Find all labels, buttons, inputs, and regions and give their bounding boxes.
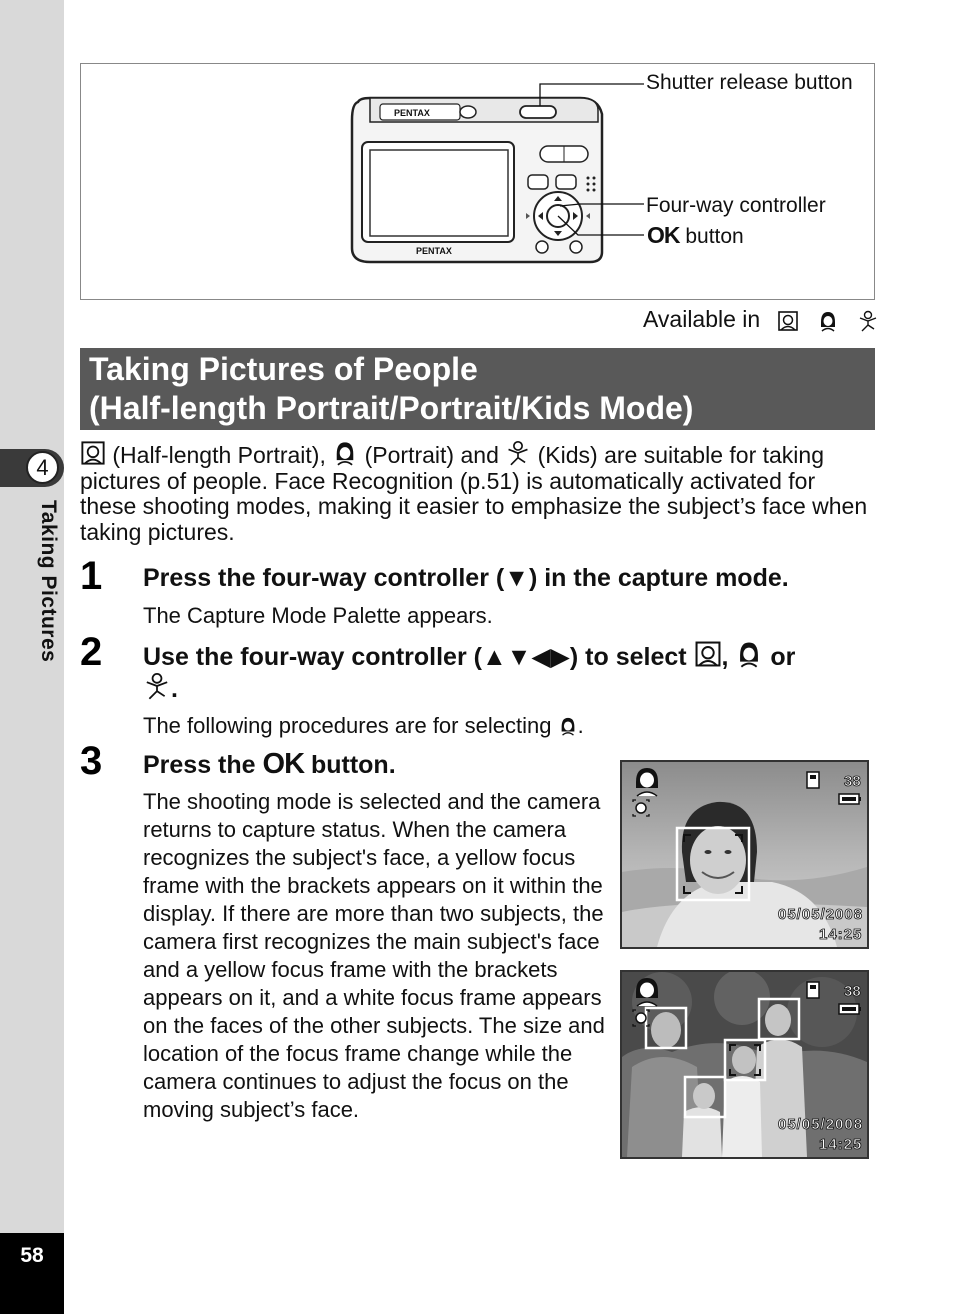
step-3-title [143,748,396,781]
step-2-title-or: or [763,643,796,671]
step-2-desc-end: . [577,713,584,738]
step-3-title-text: Press the [143,751,263,779]
chapter-number: 4 [26,451,59,484]
step-2-title-sep: , [721,643,736,671]
ok-glyph: OK [647,222,680,248]
section-title-line1: Taking Pictures of People [89,351,478,387]
step-2-title [143,640,795,672]
brand-bottom-text: PENTAX [416,246,452,256]
step-2-title-line2 [143,672,178,704]
intro-paragraph [80,440,875,545]
step-2-title-text: Use the four-way controller (▲▼◀▶) to select [143,643,694,671]
available-in [643,306,879,333]
kids-icon [143,672,171,700]
step-1-desc: The Capture Mode Palette appears. [143,603,493,628]
page-number: 58 [20,1244,44,1267]
intro-text-1: (Half-length Portrait), [106,442,333,468]
portrait-icon [817,310,839,332]
ok-glyph: OK [262,748,305,780]
ok-button-suffix: button [679,225,744,248]
photo-time: 14:25 [819,926,863,943]
battery-icon [839,794,861,804]
section-title [89,350,869,428]
photo-date: 05/05/2008 [778,906,864,923]
photo-time: 14:25 [819,1136,863,1153]
step-1-title: Press the four-way controller (▼) in the capture mode. [143,564,789,592]
section-title-line2: (Half-length Portrait/Portrait/Kids Mode) [89,390,694,426]
brand-top-text: PENTAX [394,108,430,118]
photo-date: 05/05/2008 [778,1116,864,1133]
shutter-release-label: Shutter release button [646,71,853,94]
shots-remaining: 38 [844,983,861,1000]
shots-remaining: 38 [844,773,861,790]
step-2-desc [143,713,584,739]
memory-card-icon [807,982,819,998]
battery-icon [839,1004,861,1014]
portrait-icon [332,440,358,466]
kids-icon [857,310,879,332]
intro-text-3: (Kids) are suitable for taking pictures of people. Face Recognition (p.51) is automatically activated for these shooting modes, making it easier to emphasize the subject’s face when taking pictures. [80,442,868,545]
step-3-number: 3 [80,739,103,783]
memory-card-icon [807,772,819,788]
step-3-title-end: button. [304,751,396,779]
lcd-photo-single-face [620,760,869,949]
half-length-portrait-icon [777,310,799,332]
step-3-body: The shooting mode is selected and the camera returns to capture status. When the camera recognizes the subject's face, a yellow focus frame with the brackets appears on it within the display. If there are more than two subjects, the camera first recognizes the main subject's face and a yellow focus frame with the brackets appears on it, and a white focus frame appears on the faces of the other subjects. The size and location of the focus frame change while the camera continues to adjust the focus on the moving subject’s face. [143,789,605,1122]
portrait-icon [735,640,763,668]
step-2-title-end: . [171,675,178,703]
lcd-photo-group-faces [620,970,869,1159]
available-in-label: Available in [643,306,761,332]
half-length-portrait-icon [694,640,722,668]
ok-button-label [647,222,744,249]
kids-icon [505,440,531,466]
four-way-controller-label: Four-way controller [646,194,826,217]
portrait-icon [558,716,578,736]
step-1-number: 1 [80,554,103,598]
step-2-number: 2 [80,630,103,674]
intro-text-2: (Portrait) and [358,442,506,468]
chapter-title: Taking Pictures [37,500,60,663]
half-length-portrait-icon [80,440,106,466]
step-2-desc-text: The following procedures are for selecting [143,713,558,738]
callout-lines [520,80,650,250]
